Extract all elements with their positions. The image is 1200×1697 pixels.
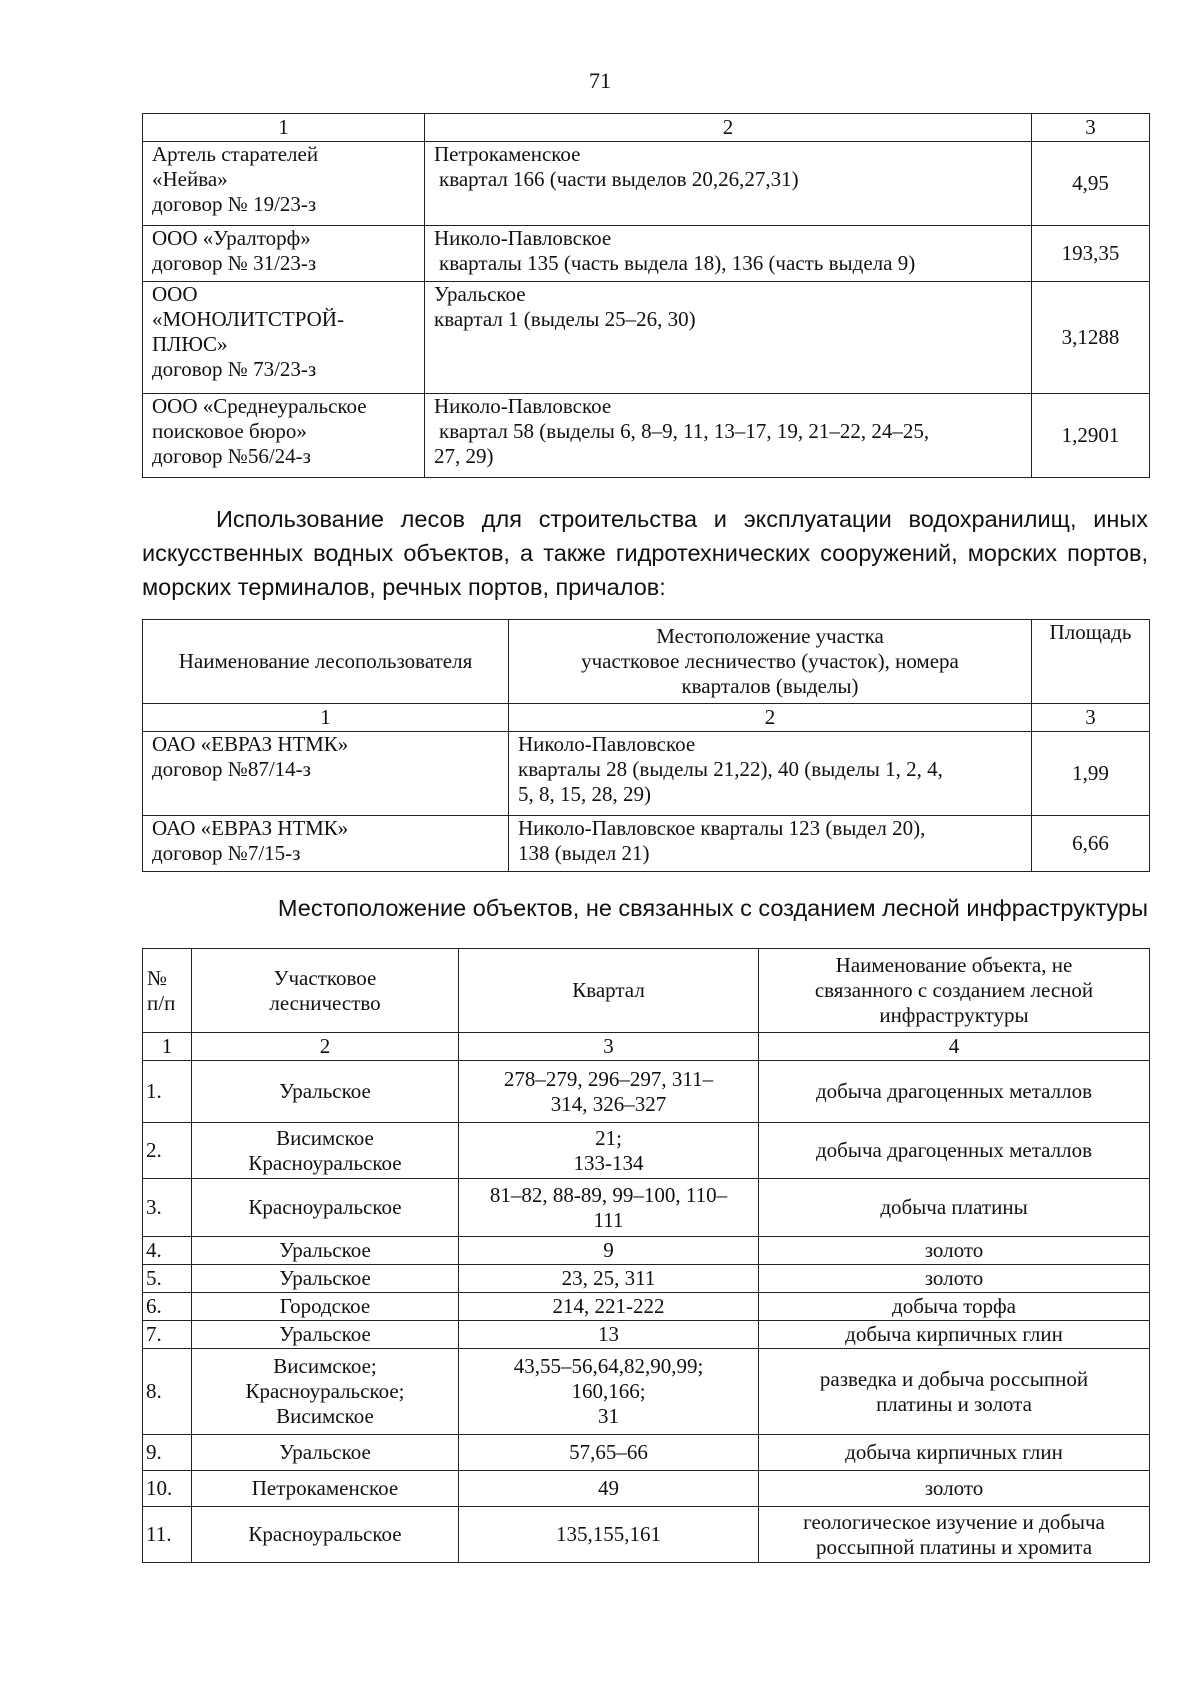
header-user-name: Наименование лесопользователя — [143, 620, 509, 704]
district-cell: Висимское; Красноуральское; Висимское — [192, 1349, 459, 1435]
location-cell: Уральское квартал 1 (выделы 25–26, 30) — [425, 282, 1032, 394]
object-cell: добыча кирпичных глин — [759, 1435, 1150, 1471]
district-cell: Красноуральское — [192, 1507, 459, 1563]
section-heading-non-forest-objects: Местоположение объектов, не связанных с созданием лесной инфраструктуры — [277, 895, 1148, 921]
table-row — [143, 1265, 1150, 1293]
row-number-cell: 3. — [143, 1179, 192, 1237]
row-number-cell: 2. — [143, 1123, 192, 1179]
column-number: 2 — [425, 114, 1032, 142]
row-number-cell: 4. — [143, 1237, 192, 1265]
location-cell: Николо-Павловское кварталы 28 (выделы 21,22), 40 (выделы 1, 2, 4, 5, 8, 15, 28, 29) — [509, 732, 1032, 816]
table-row — [143, 732, 1150, 816]
table-row — [143, 1123, 1150, 1179]
object-cell: золото — [759, 1471, 1150, 1507]
quarter-cell: 49 — [459, 1471, 759, 1507]
user-name-cell: ООО «Среднеуральское поисковое бюро» договор №56/24-з — [143, 394, 425, 478]
header-area: Площадь — [1032, 620, 1150, 704]
district-cell: Красноуральское — [192, 1179, 459, 1237]
user-name-cell: ОАО «ЕВРАЗ НТМК» договор №7/15-з — [143, 816, 509, 872]
table-row — [143, 394, 1150, 478]
table-row — [143, 1179, 1150, 1237]
column-number: 3 — [459, 1033, 759, 1061]
row-number-cell: 11. — [143, 1507, 192, 1563]
district-cell: Висимское Красноуральское — [192, 1123, 459, 1179]
area-cell: 4,95 — [1032, 142, 1150, 226]
column-number: 2 — [192, 1033, 459, 1061]
district-cell: Уральское — [192, 1435, 459, 1471]
object-cell: золото — [759, 1237, 1150, 1265]
quarter-cell: 81–82, 88-89, 99–100, 110– 111 — [459, 1179, 759, 1237]
table-row — [143, 1435, 1150, 1471]
user-name-cell: ООО «МОНОЛИТСТРОЙ- ПЛЮС» договор № 73/23-з — [143, 282, 425, 394]
location-cell: Николо-Павловское кварталы 135 (часть выдела 18), 136 (часть выдела 9) — [425, 226, 1032, 282]
quarter-cell: 278–279, 296–297, 311– 314, 326–327 — [459, 1061, 759, 1123]
location-cell: Николо-Павловское квартал 58 (выделы 6, 8–9, 11, 13–17, 19, 21–22, 24–25, 27, 29) — [425, 394, 1032, 478]
column-number: 2 — [509, 704, 1032, 732]
header-location: Местоположение участка участковое лесничество (участок), номера кварталов (выделы) — [509, 620, 1032, 704]
header-number: № п/п — [143, 949, 192, 1033]
quarter-cell: 135,155,161 — [459, 1507, 759, 1563]
column-number: 4 — [759, 1033, 1150, 1061]
section-paragraph-reservoirs: Использование лесов для строительства и эксплуатации водохранилищ, иных искусственных водных объектов, а также гидротехнических сооружений, морских портов, морских терминалов, речных портов, причалов: — [142, 506, 1148, 600]
header-district: Участковое лесничество — [192, 949, 459, 1033]
row-number-cell: 7. — [143, 1321, 192, 1349]
area-cell: 1,2901 — [1032, 394, 1150, 478]
user-name-cell: ООО «Уралторф» договор № 31/23-з — [143, 226, 425, 282]
user-name-cell: ОАО «ЕВРАЗ НТМК» договор №87/14-з — [143, 732, 509, 816]
quarter-cell: 9 — [459, 1237, 759, 1265]
table-row — [143, 1321, 1150, 1349]
reservoirs-table — [142, 619, 1150, 872]
area-cell: 1,99 — [1032, 732, 1150, 816]
area-cell: 3,1288 — [1032, 282, 1150, 394]
table-number-row — [143, 1033, 1150, 1061]
table-row — [143, 1237, 1150, 1265]
area-cell: 193,35 — [1032, 226, 1150, 282]
row-number-cell: 5. — [143, 1265, 192, 1293]
area-cell: 6,66 — [1032, 816, 1150, 872]
district-cell: Петрокаменское — [192, 1471, 459, 1507]
table-row — [143, 142, 1150, 226]
object-cell: добыча торфа — [759, 1293, 1150, 1321]
user-name-cell: Артель старателей «Нейва» договор № 19/23-з — [143, 142, 425, 226]
object-cell: разведка и добыча россыпной платины и золота — [759, 1349, 1150, 1435]
table-header-row — [143, 114, 1150, 142]
column-number: 3 — [1032, 704, 1150, 732]
table-row — [143, 816, 1150, 872]
district-cell: Уральское — [192, 1321, 459, 1349]
district-cell: Уральское — [192, 1237, 459, 1265]
table-row — [143, 1061, 1150, 1123]
column-number: 1 — [143, 704, 509, 732]
location-cell: Николо-Павловское кварталы 123 (выдел 20), 138 (выдел 21) — [509, 816, 1032, 872]
table-row — [143, 1293, 1150, 1321]
table-row — [143, 1507, 1150, 1563]
table-row — [143, 282, 1150, 394]
permits-table — [142, 113, 1150, 478]
table-row — [143, 1349, 1150, 1435]
quarter-cell: 214, 221-222 — [459, 1293, 759, 1321]
object-cell: добыча драгоценных металлов — [759, 1061, 1150, 1123]
table-header-row — [143, 949, 1150, 1033]
quarter-cell: 21; 133-134 — [459, 1123, 759, 1179]
district-cell: Уральское — [192, 1265, 459, 1293]
table-number-row — [143, 704, 1150, 732]
district-cell: Городское — [192, 1293, 459, 1321]
quarter-cell: 57,65–66 — [459, 1435, 759, 1471]
object-cell: добыча драгоценных металлов — [759, 1123, 1150, 1179]
object-cell: геологическое изучение и добыча россыпной платины и хромита — [759, 1507, 1150, 1563]
table-row — [143, 1471, 1150, 1507]
object-cell: золото — [759, 1265, 1150, 1293]
table-row — [143, 226, 1150, 282]
quarter-cell: 23, 25, 311 — [459, 1265, 759, 1293]
row-number-cell: 1. — [143, 1061, 192, 1123]
page-number: 71 — [589, 68, 611, 93]
header-object: Наименование объекта, не связанного с созданием лесной инфраструктуры — [759, 949, 1150, 1033]
objects-table — [142, 948, 1150, 1563]
quarter-cell: 43,55–56,64,82,90,99; 160,166; 31 — [459, 1349, 759, 1435]
object-cell: добыча кирпичных глин — [759, 1321, 1150, 1349]
table-header-row — [143, 620, 1150, 704]
object-cell: добыча платины — [759, 1179, 1150, 1237]
row-number-cell: 8. — [143, 1349, 192, 1435]
header-quarter: Квартал — [459, 949, 759, 1033]
column-number: 1 — [143, 1033, 192, 1061]
column-number: 1 — [143, 114, 425, 142]
row-number-cell: 9. — [143, 1435, 192, 1471]
row-number-cell: 10. — [143, 1471, 192, 1507]
column-number: 3 — [1032, 114, 1150, 142]
quarter-cell: 13 — [459, 1321, 759, 1349]
location-cell: Петрокаменское квартал 166 (части выделов 20,26,27,31) — [425, 142, 1032, 226]
district-cell: Уральское — [192, 1061, 459, 1123]
row-number-cell: 6. — [143, 1293, 192, 1321]
